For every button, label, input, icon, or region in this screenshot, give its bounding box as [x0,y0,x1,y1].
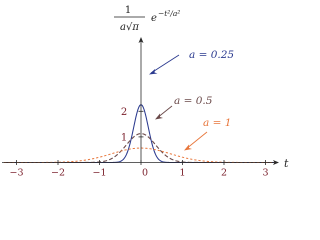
y-tick-label: 2 [120,106,128,118]
annotation-a-0.5 [155,95,213,120]
series-label-a-1: a = 1 [203,117,232,129]
annotation-arrow-a-1 [186,132,207,149]
x-axis-label: t [284,157,289,170]
title-exp-base: e [151,13,157,24]
x-tick-label: 0 [141,167,149,179]
annotation-a-0.25 [149,49,234,75]
title-denominator: a√π [120,22,139,33]
x-tick-label: 3 [262,167,269,179]
title-exponent: −t²/a² [158,9,181,18]
title-numerator: 1 [124,5,132,16]
annotation-a-1 [184,117,231,151]
series-label-a-0.5: a = 0.5 [174,95,213,107]
x-tick-label: 2 [220,167,228,179]
chart-title [114,5,180,33]
series-label-a-0.25: a = 0.25 [189,49,235,61]
annotation-arrow-a-0.25 [151,55,179,73]
y-tick-label: 1 [120,132,128,144]
x-tick-label: 1 [179,167,186,179]
x-tick-label: −3 [9,167,24,179]
x-tick-label: −2 [50,167,66,179]
x-tick-label: −1 [92,167,107,179]
